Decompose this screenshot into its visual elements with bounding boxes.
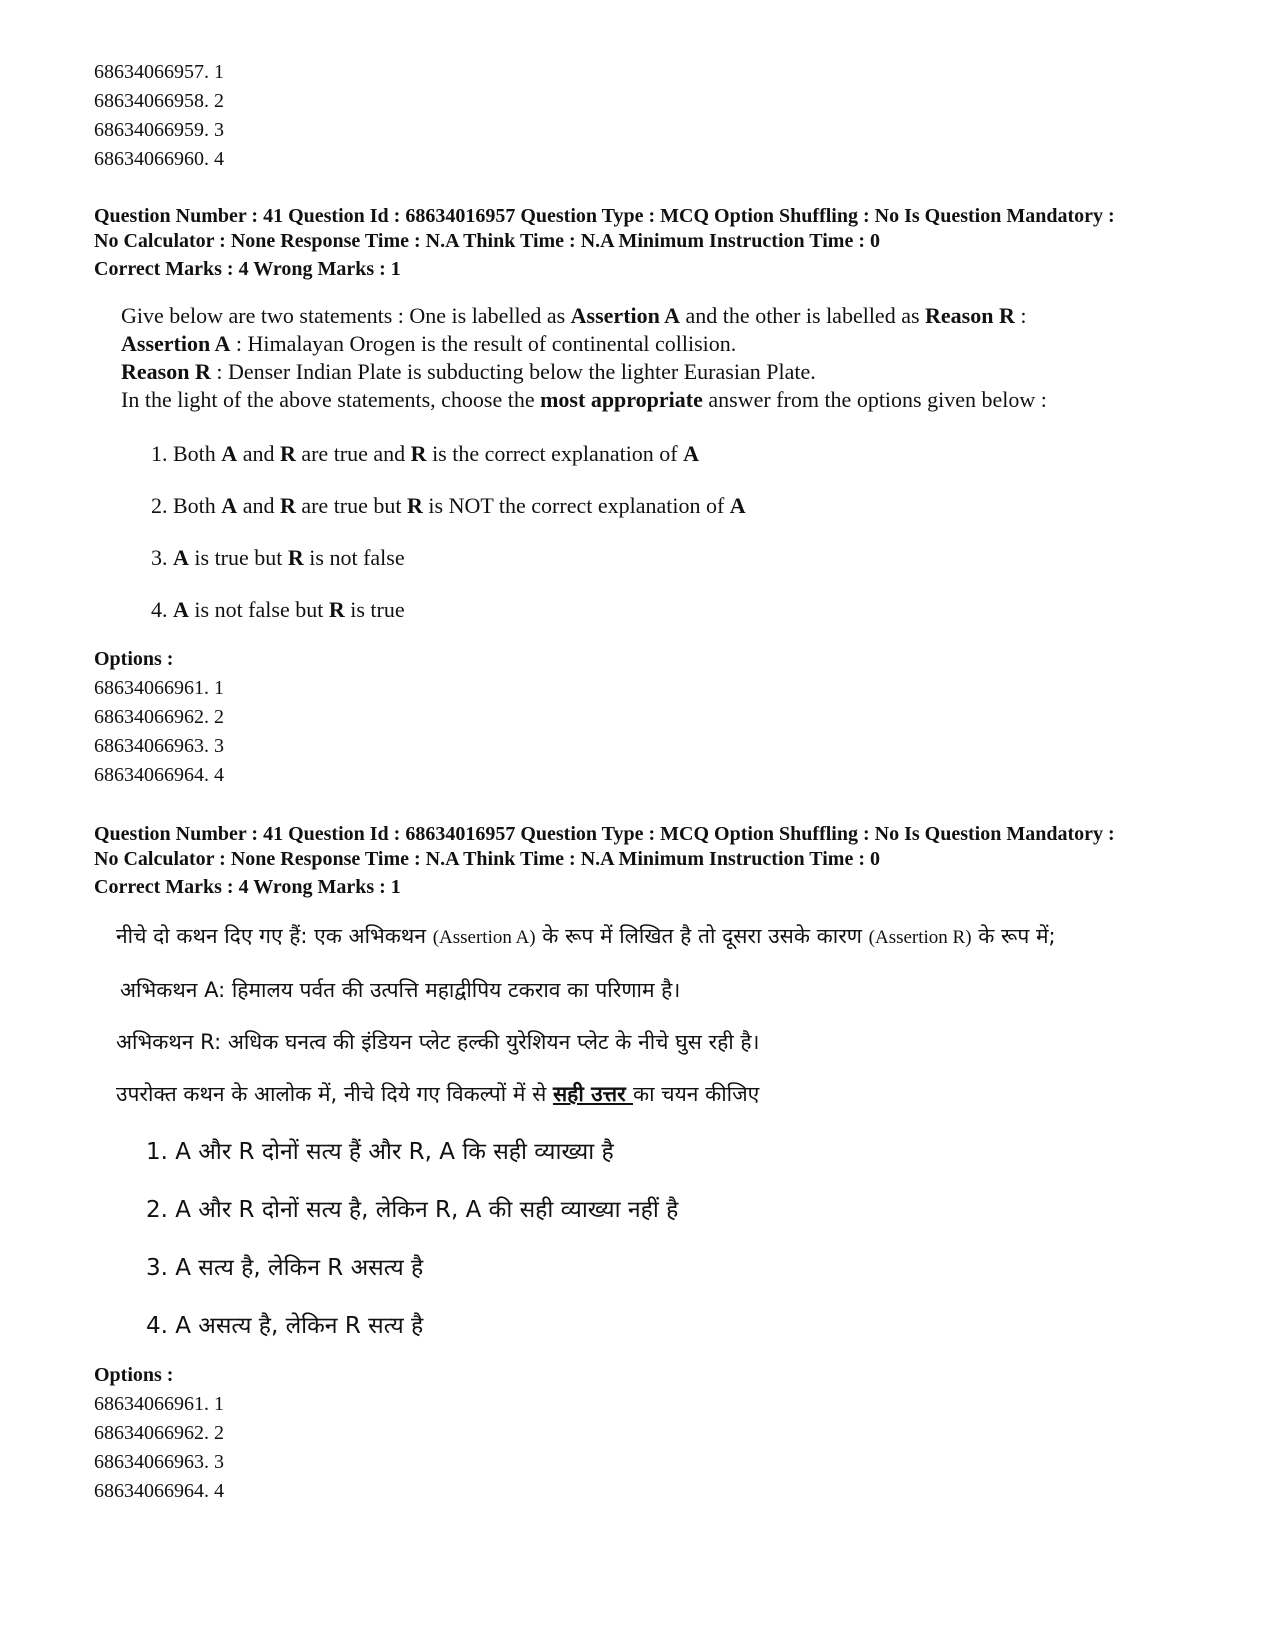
assertion-statement: अभिकथन A: हिमालय पर्वत की उत्पत्ति महाद्वीपिय टकराव का परिणाम है। (120, 978, 681, 1002)
reason-label: Reason R (121, 359, 211, 384)
option-line: 68634066959. 3 (94, 119, 224, 141)
reason-statement (121, 358, 1214, 386)
choice-2: 2. Both A and R are true but R is NOT the correct explanation of A (151, 493, 746, 518)
reason-statement: अभिकथन R: अधिक घनत्व की इंडियन प्लेट हल्की युरेशियन प्लेट के नीचे घुस रही है। (116, 1030, 760, 1054)
option-line: 68634066963. 3 (94, 1451, 224, 1473)
question-english (94, 204, 1214, 790)
text-run: answer from the options given below : (702, 387, 1047, 412)
meta-line: Question Number : 41 Question Id : 68634016957 Question Type : MCQ Option Shuffling : No Is Question Mandatory : (94, 823, 1115, 845)
text-run: and the other is labelled as (680, 303, 926, 328)
meta-line: No Calculator : None Response Time : N.A Think Time : N.A Minimum Instruction Time : 0 (94, 848, 880, 870)
choice-3: 3. A is true but R is not false (151, 545, 405, 570)
question-body (116, 922, 1214, 1340)
question-intro (121, 302, 1214, 330)
option-line: 68634066957. 1 (94, 61, 224, 83)
document-page (94, 58, 1214, 1506)
option-line: 68634066961. 1 (94, 1393, 224, 1415)
choice-4: 4. A is not false but R is true (151, 597, 405, 622)
question-body (121, 302, 1214, 624)
text-run-bold: Reason R (925, 303, 1015, 328)
question-hindi (94, 822, 1214, 1506)
marks-line: Correct Marks : 4 Wrong Marks : 1 (94, 258, 401, 280)
reason-text: : Denser Indian Plate is subducting below the lighter Eurasian Plate. (210, 359, 816, 384)
question-instruction: उपरोक्त कथन के आलोक में, नीचे दिये गए विकल्पों में से सही उत्तर का चयन कीजिए (116, 1082, 760, 1106)
text-run-bold: Assertion A (570, 303, 681, 328)
text-run-bold: most appropriate (540, 387, 703, 412)
choice-1: 1. Both A and R are true and R is the correct explanation of A (151, 441, 700, 466)
options-list (94, 1390, 1214, 1506)
choice-1: 1. A और R दोनों सत्य हैं और R, A कि सही व्याख्या है (146, 1139, 614, 1165)
option-line: 68634066964. 4 (94, 1480, 224, 1502)
meta-line: No Calculator : None Response Time : N.A Think Time : N.A Minimum Instruction Time : 0 (94, 230, 880, 252)
assertion-statement (121, 330, 1214, 358)
top-options-list (94, 58, 1214, 174)
question-meta (94, 204, 1214, 282)
text-run: In the light of the above statements, choose the (121, 387, 541, 412)
choice-2: 2. A और R दोनों सत्य है, लेकिन R, A की सही व्याख्या नहीं है (146, 1197, 679, 1223)
meta-line: Question Number : 41 Question Id : 68634016957 Question Type : MCQ Option Shuffling : No Is Question Mandatory : (94, 205, 1115, 227)
options-heading: Options : (94, 648, 174, 670)
option-line: 68634066962. 2 (94, 1422, 224, 1444)
assertion-label: Assertion A (121, 331, 231, 356)
option-line: 68634066964. 4 (94, 764, 224, 786)
choice-4: 4. A असत्य है, लेकिन R सत्य है (146, 1313, 424, 1339)
marks-line: Correct Marks : 4 Wrong Marks : 1 (94, 876, 401, 898)
option-line: 68634066960. 4 (94, 148, 224, 170)
option-line: 68634066958. 2 (94, 90, 224, 112)
choices-list (121, 440, 1214, 624)
text-run: : (1014, 303, 1027, 328)
option-line: 68634066962. 2 (94, 706, 224, 728)
question-meta (94, 822, 1214, 900)
text-run: Give below are two statements : One is labelled as (121, 303, 571, 328)
options-heading: Options : (94, 1364, 174, 1386)
option-line: 68634066963. 3 (94, 735, 224, 757)
choices-list (116, 1138, 1214, 1340)
assertion-text: : Himalayan Orogen is the result of continental collision. (230, 331, 737, 356)
question-intro: नीचे दो कथन दिए गए हैं: एक अभिकथन (Assertion A) के रूप में लिखित है तो दूसरा उसके कारण (Assertion R) के रूप में; (116, 924, 1056, 948)
choice-3: 3. A सत्य है, लेकिन R असत्य है (146, 1255, 424, 1281)
question-instruction (121, 386, 1214, 414)
options-list (94, 674, 1214, 790)
option-line: 68634066961. 1 (94, 677, 224, 699)
